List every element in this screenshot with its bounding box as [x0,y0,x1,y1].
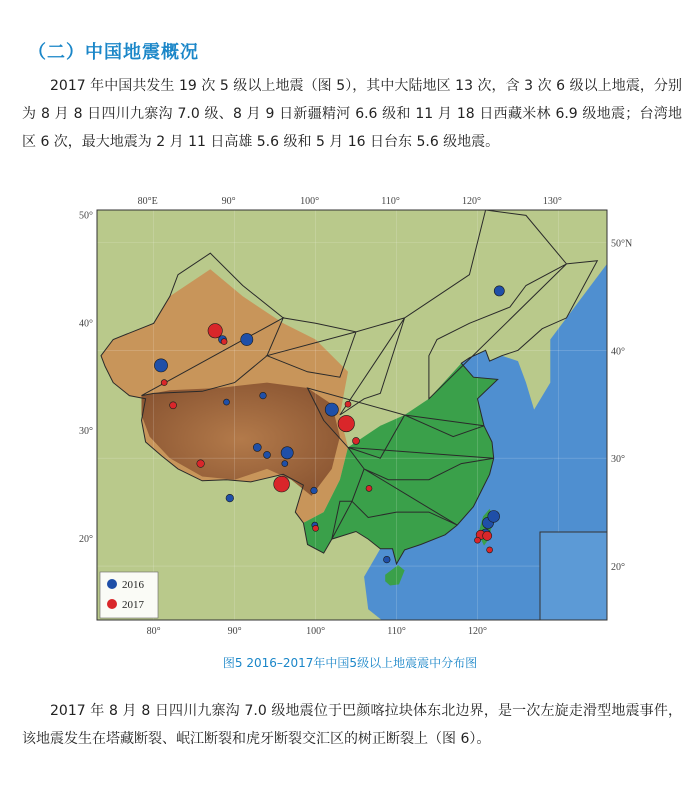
earthquake-distribution-map [60,180,640,650]
event-2017-marker [221,339,227,345]
top-lon-label: 90° [221,196,236,207]
right-lat-label: 40° [611,346,625,358]
paragraph-text: 2017 年 8 月 8 日四川九寨沟 7.0 级地震位于巴颜喀拉块体东北边界，是一次左旋走滑型地震事件，该地震发生在塔藏断裂、岷江断裂和虎牙断裂交汇区的树正断裂上（图 6）。 [22,703,682,747]
event-2016-marker [264,451,271,458]
event-2016-marker [494,286,504,296]
event-2017-marker [208,324,222,338]
event-2016-marker [253,443,261,451]
section-heading: （二）中国地震概况 [28,42,199,63]
event-2016-marker [282,461,288,467]
top-lon-label: 130° [542,196,562,207]
bottom-lon-label: 100° [306,626,326,637]
event-2016-marker [154,359,167,372]
top-lon-label: 80°E [137,196,158,207]
bottom-lon-label: 80° [146,626,161,637]
event-2017-marker [353,437,360,444]
event-2017-marker [475,537,481,543]
legend-2017-marker [107,599,117,609]
event-2017-marker [170,402,177,409]
south-china-sea-inset [540,532,607,620]
event-2017-marker [345,401,351,407]
event-2017-marker [313,525,319,531]
event-2016-marker [241,333,253,345]
right-lat-label: 50°N [611,238,633,250]
event-2017-marker [274,476,290,492]
event-2017-marker [483,531,492,540]
map-svg [60,180,640,650]
event-2016-marker [224,399,230,405]
paragraph-text: 2017 年中国共发生 19 次 5 级以上地震（图 5），其中大陆地区 13 次，含 3 次 6 级以上地震，分别为 8 月 8 日四川九寨沟 7.0 级、8 月 9 日新疆精河 6.6 级和 11 月 18 日西藏米林 6.9 级地震；台湾地区 6 次，最大地震为 2 月 11 日高雄 5.6 级和 5 月 16 日台东 5.6 级地震。 [22,78,682,150]
left-lat-label: 40° [79,318,93,330]
event-2017-marker [366,485,372,491]
bottom-lon-label: 90° [227,626,242,637]
event-2016-marker [260,392,267,399]
figure-caption: 图5 2016–2017年中国5级以上地震震中分布图 [222,656,478,670]
right-lat-label: 30° [611,454,625,466]
right-lat-label: 20° [611,562,625,574]
legend [100,572,158,618]
top-lon-label: 100° [300,196,320,207]
event-2016-marker [488,511,500,523]
top-lon-label: 110° [381,196,400,207]
left-lat-label: 20° [79,534,93,546]
top-lon-label: 120° [461,196,481,207]
event-2016-marker [325,403,338,416]
event-2016-marker [281,447,293,459]
event-2017-marker [197,460,205,468]
left-lat-label: 50° [79,210,93,222]
legend-2017-label: 2017 [122,599,144,611]
event-2016-marker [226,494,234,502]
left-lat-label: 30° [79,426,93,438]
bottom-lon-label: 120° [467,626,487,637]
event-2017-marker [161,380,167,386]
event-2017-marker [338,415,354,431]
detail-paragraph [22,697,682,753]
legend-2016-label: 2016 [122,579,144,591]
legend-2016-marker [107,579,117,589]
event-2017-marker [487,547,493,553]
event-2016-marker [384,556,391,563]
map-area [97,210,607,625]
bottom-lon-label: 110° [387,626,406,637]
intro-paragraph [22,72,682,156]
event-2016-marker [311,487,318,494]
